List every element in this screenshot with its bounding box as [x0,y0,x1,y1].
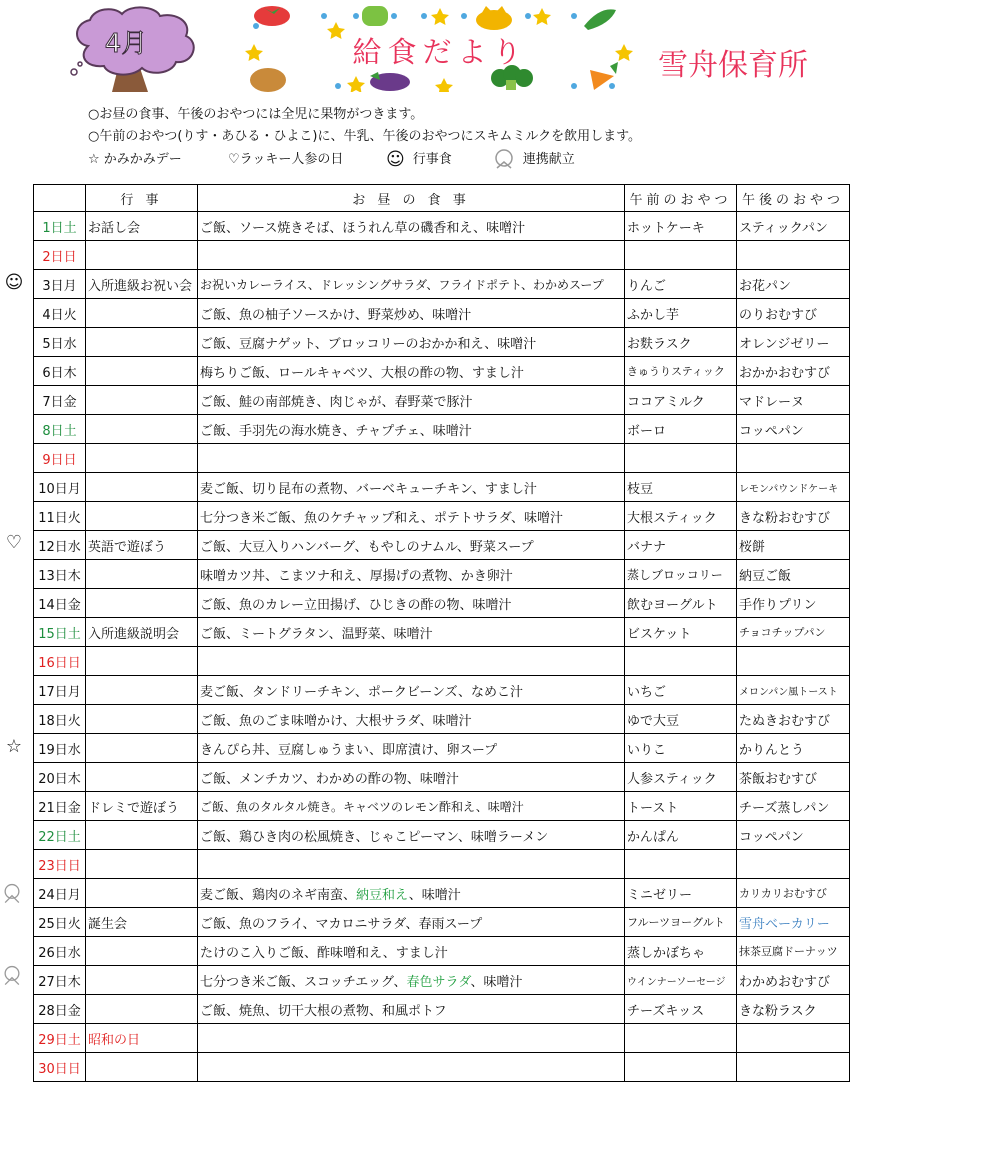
event-cell [86,444,198,473]
day-cell: 26日水 [34,937,86,966]
lunch-cell [198,879,625,908]
pm-snack-cell: チーズ蒸しパン [737,792,850,821]
pm-snack-cell: レモンパウンドケーキ [737,473,850,502]
am-snack-cell: バナナ [625,531,737,560]
lunch-cell: ご飯、魚の柚子ソースかけ、野菜炒め、味噌汁 [198,299,625,328]
lunch-cell: ご飯、鶏ひき肉の松風焼き、じゃこピーマン、味噌ラーメン [198,821,625,850]
lunch-cell [198,241,625,270]
smiley-icon: ☺ [4,272,24,293]
day-cell: 27日木 [34,966,86,995]
month-badge [68,6,206,92]
pm-snack-cell: コッペパン [737,415,850,444]
month-label: 4月 [104,29,148,59]
event-cell: 誕生会 [86,908,198,937]
legend-event-meal: 行事食 [412,152,452,167]
table-row [34,589,850,618]
lunch-cell: お祝いカレーライス、ドレッシングサラダ、フライドポテト、わかめスープ [198,270,625,299]
school-name: 雪舟保育所 [658,48,808,83]
star-icon [435,78,453,92]
menu-table [33,184,850,1082]
lunch-cell: 七分つき米ご飯、魚のケチャップ和え、ポテトサラダ、味噌汁 [198,502,625,531]
table-row [34,792,850,821]
event-cell [86,763,198,792]
day-cell: 13日木 [34,560,86,589]
table-row [34,560,850,589]
table-row [34,618,850,647]
day-cell: 5日水 [34,328,86,357]
table-row [34,212,850,241]
eggplant-icon [370,72,410,91]
star-outline-icon: ☆ [5,736,23,757]
day-cell: 15日土 [34,618,86,647]
lunch-cell: たけのこ入りご飯、酢味噌和え、すまし汁 [198,937,625,966]
pm-snack-cell: 抹茶豆腐ドーナッツ [737,937,850,966]
collab-badge-icon [0,880,24,908]
day-cell: 6日木 [34,357,86,386]
am-snack-cell: かんぱん [625,821,737,850]
day-cell: 28日金 [34,995,86,1024]
lunch-cell [198,647,625,676]
am-snack-cell [625,444,737,473]
table-row [34,386,850,415]
pm-snack-cell [737,444,850,473]
day-cell: 12日水 [34,531,86,560]
event-cell: 入所進級お祝い会 [86,270,198,299]
pm-snack-cell: わかめおむすび [737,966,850,995]
am-snack-cell: ホットケーキ [625,212,737,241]
day-cell: 16日日 [34,647,86,676]
event-cell: 昭和の日 [86,1024,198,1053]
potato-icon [250,68,286,92]
pepper-icon [362,6,388,26]
event-cell [86,937,198,966]
header-lunch: お 昼 の 食 事 [198,185,625,212]
day-cell: 25日火 [34,908,86,937]
smiley-icon: ☺ [386,149,405,170]
star-icon [347,76,365,92]
lunch-cell: ご飯、魚のごま味噌かけ、大根サラダ、味噌汁 [198,705,625,734]
lunch-text: 麦ご飯、鶏肉のネギ南蛮、 [200,887,357,903]
lunch-cell: 麦ご飯、タンドリーチキン、ポークビーンズ、なめこ汁 [198,676,625,705]
am-snack-cell: 飲むヨーグルト [625,589,737,618]
am-snack-cell: りんご [625,270,737,299]
event-cell: お話し会 [86,212,198,241]
star-icon [431,8,449,25]
day-cell: 3日月 [34,270,86,299]
table-row [34,270,850,299]
event-cell [86,1053,198,1082]
lunch-cell: ご飯、鮭の南部焼き、肉じゃが、春野菜で豚汁 [198,386,625,415]
event-cell [86,415,198,444]
table-row [34,502,850,531]
day-cell: 23日日 [34,850,86,879]
table-row [34,821,850,850]
day-cell: 2日日 [34,241,86,270]
table-row [34,995,850,1024]
day-cell: 24日月 [34,879,86,908]
am-snack-cell: フルーツヨーグルト [625,908,737,937]
table-row [34,908,850,937]
title-banner [244,4,636,92]
pm-snack-cell: たぬきおむすび [737,705,850,734]
lunch-cell: ご飯、大豆入りハンバーグ、もやしのナムル、野菜スープ [198,531,625,560]
lunch-cell: ご飯、豆腐ナゲット、ブロッコリーのおかか和え、味噌汁 [198,328,625,357]
pm-snack-cell [737,241,850,270]
lunch-cell: 味噌カツ丼、こまツナ和え、厚揚げの煮物、かき卵汁 [198,560,625,589]
lunch-cell [198,966,625,995]
am-snack-cell: 人参スティック [625,763,737,792]
event-cell [86,676,198,705]
pm-snack-cell: きな粉ラスク [737,995,850,1024]
event-cell [86,647,198,676]
am-snack-cell: トースト [625,792,737,821]
lunch-highlight: 納豆和え [356,887,409,903]
day-cell: 20日木 [34,763,86,792]
lunch-cell: ご飯、魚のタルタル焼き。キャベツのレモン酢和え、味噌汁 [198,792,625,821]
event-cell [86,502,198,531]
am-snack-cell: 蒸しかぼちゃ [625,937,737,966]
pumpkin-icon [476,6,512,30]
legend-collab: 連携献立 [522,152,575,167]
event-cell [86,560,198,589]
note-fruit: ○お昼の食事、午後のおやつには全児に果物がつきます。 [88,107,424,122]
am-snack-cell: いちご [625,676,737,705]
table-row [34,705,850,734]
pm-snack-cell: おかかおむすび [737,357,850,386]
event-cell [86,705,198,734]
am-snack-cell [625,241,737,270]
table-header-row [34,185,850,212]
event-cell [86,995,198,1024]
day-cell: 11日火 [34,502,86,531]
day-cell: 14日金 [34,589,86,618]
pm-snack-cell: 桜餅 [737,531,850,560]
pm-snack-cell: スティックパン [737,212,850,241]
pm-snack-cell: お花パン [737,270,850,299]
legend-lucky: ♡ラッキー人参の日 [228,152,344,167]
table-row [34,415,850,444]
table-row [34,850,850,879]
pm-snack-cell: メロンパン風トースト [737,676,850,705]
am-snack-cell: ゆで大豆 [625,705,737,734]
am-snack-cell: ココアミルク [625,386,737,415]
pm-snack-cell [737,647,850,676]
header-pm-snack: 午後のおやつ [737,185,850,212]
event-cell [86,589,198,618]
pm-snack-cell: かりんとう [737,734,850,763]
lunch-cell: ご飯、ソース焼きそば、ほうれん草の磯香和え、味噌汁 [198,212,625,241]
day-cell: 9日日 [34,444,86,473]
legend-kamikami: ☆ かみかみデー [88,152,182,167]
table-row [34,328,850,357]
table-row [34,734,850,763]
day-cell: 22日土 [34,821,86,850]
lunch-cell: きんぴら丼、豆腐しゅうまい、即席漬け、卵スープ [198,734,625,763]
day-cell: 19日水 [34,734,86,763]
event-cell [86,357,198,386]
event-cell [86,473,198,502]
day-cell: 18日火 [34,705,86,734]
lunch-text: 、味噌汁 [470,974,523,990]
am-snack-cell [625,1024,737,1053]
event-cell [86,734,198,763]
pm-snack-cell: コッペパン [737,821,850,850]
lunch-cell [198,1053,625,1082]
table-row [34,1024,850,1053]
lunch-cell: ご飯、魚のフライ、マカロニサラダ、春雨スープ [198,908,625,937]
pm-snack-cell: 雪舟ベーカリー [737,908,850,937]
pm-snack-cell [737,850,850,879]
lunch-cell: 麦ご飯、切り昆布の煮物、バーベキューチキン、すまし汁 [198,473,625,502]
am-snack-cell: ボーロ [625,415,737,444]
lunch-cell: 梅ちりご飯、ロールキャベツ、大根の酢の物、すまし汁 [198,357,625,386]
lunch-cell: ご飯、ミートグラタン、温野菜、味噌汁 [198,618,625,647]
am-snack-cell [625,647,737,676]
collab-badge-icon [0,962,24,990]
table-row [34,676,850,705]
table-row [34,357,850,386]
am-snack-cell: ミニゼリー [625,879,737,908]
day-cell: 10日月 [34,473,86,502]
am-snack-cell: いりこ [625,734,737,763]
am-snack-cell: ビスケット [625,618,737,647]
table-row [34,966,850,995]
am-snack-cell: 蒸しブロッコリー [625,560,737,589]
lunch-cell [198,444,625,473]
am-snack-cell [625,850,737,879]
lunch-cell: ご飯、メンチカツ、わかめの酢の物、味噌汁 [198,763,625,792]
table-row [34,299,850,328]
header-event: 行 事 [86,185,198,212]
lunch-highlight: 春色サラダ [406,974,471,990]
day-cell: 29日土 [34,1024,86,1053]
newsletter-header [0,0,1000,100]
am-snack-cell [625,1053,737,1082]
event-cell: ドレミで遊ぼう [86,792,198,821]
lunch-text: 、味噌汁 [408,887,461,903]
pm-snack-cell: 茶飯おむすび [737,763,850,792]
cucumber-icon [584,9,616,30]
table-row [34,763,850,792]
day-cell: 30日日 [34,1053,86,1082]
pm-snack-cell: オレンジゼリー [737,328,850,357]
table-row [34,937,850,966]
newsletter-title: 給食だより [352,35,528,69]
pm-snack-cell: チョコチップパン [737,618,850,647]
event-cell [86,328,198,357]
table-row [34,531,850,560]
star-icon [533,8,551,25]
day-cell: 4日火 [34,299,86,328]
lunch-cell: ご飯、焼魚、切干大根の煮物、和風ポトフ [198,995,625,1024]
am-snack-cell: ウインナーソーセージ [625,966,737,995]
am-snack-cell: 大根スティック [625,502,737,531]
event-cell [86,850,198,879]
table-row [34,879,850,908]
pm-snack-cell: 納豆ご飯 [737,560,850,589]
tomato-icon [254,6,290,26]
header-am-snack: 午前のおやつ [625,185,737,212]
heart-icon: ♡ [5,532,23,553]
legend [88,148,641,172]
table-row [34,647,850,676]
event-cell: 入所進級説明会 [86,618,198,647]
header-day [34,185,86,212]
pm-snack-cell: カリカリおむすび [737,879,850,908]
am-snack-cell: きゅうりスティック [625,357,737,386]
event-cell [86,386,198,415]
pm-snack-cell [737,1053,850,1082]
am-snack-cell: チーズキッス [625,995,737,1024]
notes-section [88,104,641,172]
event-cell [86,299,198,328]
day-cell: 17日月 [34,676,86,705]
event-cell [86,966,198,995]
am-snack-cell: 枝豆 [625,473,737,502]
lunch-cell: ご飯、手羽先の海水焼き、チャプチェ、味噌汁 [198,415,625,444]
event-cell [86,241,198,270]
pm-snack-cell: のりおむすび [737,299,850,328]
day-cell: 1日土 [34,212,86,241]
pm-snack-cell [737,1024,850,1053]
lunch-cell [198,850,625,879]
table-row [34,1053,850,1082]
pm-snack-cell: 手作りプリン [737,589,850,618]
pm-snack-cell: きな粉おむすび [737,502,850,531]
lunch-text: 七分つき米ご飯、スコッチエッグ、 [200,974,407,990]
day-cell: 8日土 [34,415,86,444]
table-row [34,473,850,502]
day-cell: 7日金 [34,386,86,415]
event-cell [86,879,198,908]
table-row [34,444,850,473]
table-row [34,241,850,270]
event-cell: 英語で遊ぼう [86,531,198,560]
pm-snack-cell: マドレーヌ [737,386,850,415]
day-cell: 21日金 [34,792,86,821]
lunch-cell [198,1024,625,1053]
lunch-cell: ご飯、魚のカレー立田揚げ、ひじきの酢の物、味噌汁 [198,589,625,618]
note-milk: ○午前のおやつ(りす・あひる・ひよこ)に、牛乳、午後のおやつにスキムミルクを飲用します。 [88,129,642,144]
event-cell [86,821,198,850]
collab-badge-icon [491,148,517,172]
am-snack-cell: ふかし芋 [625,299,737,328]
am-snack-cell: お麩ラスク [625,328,737,357]
